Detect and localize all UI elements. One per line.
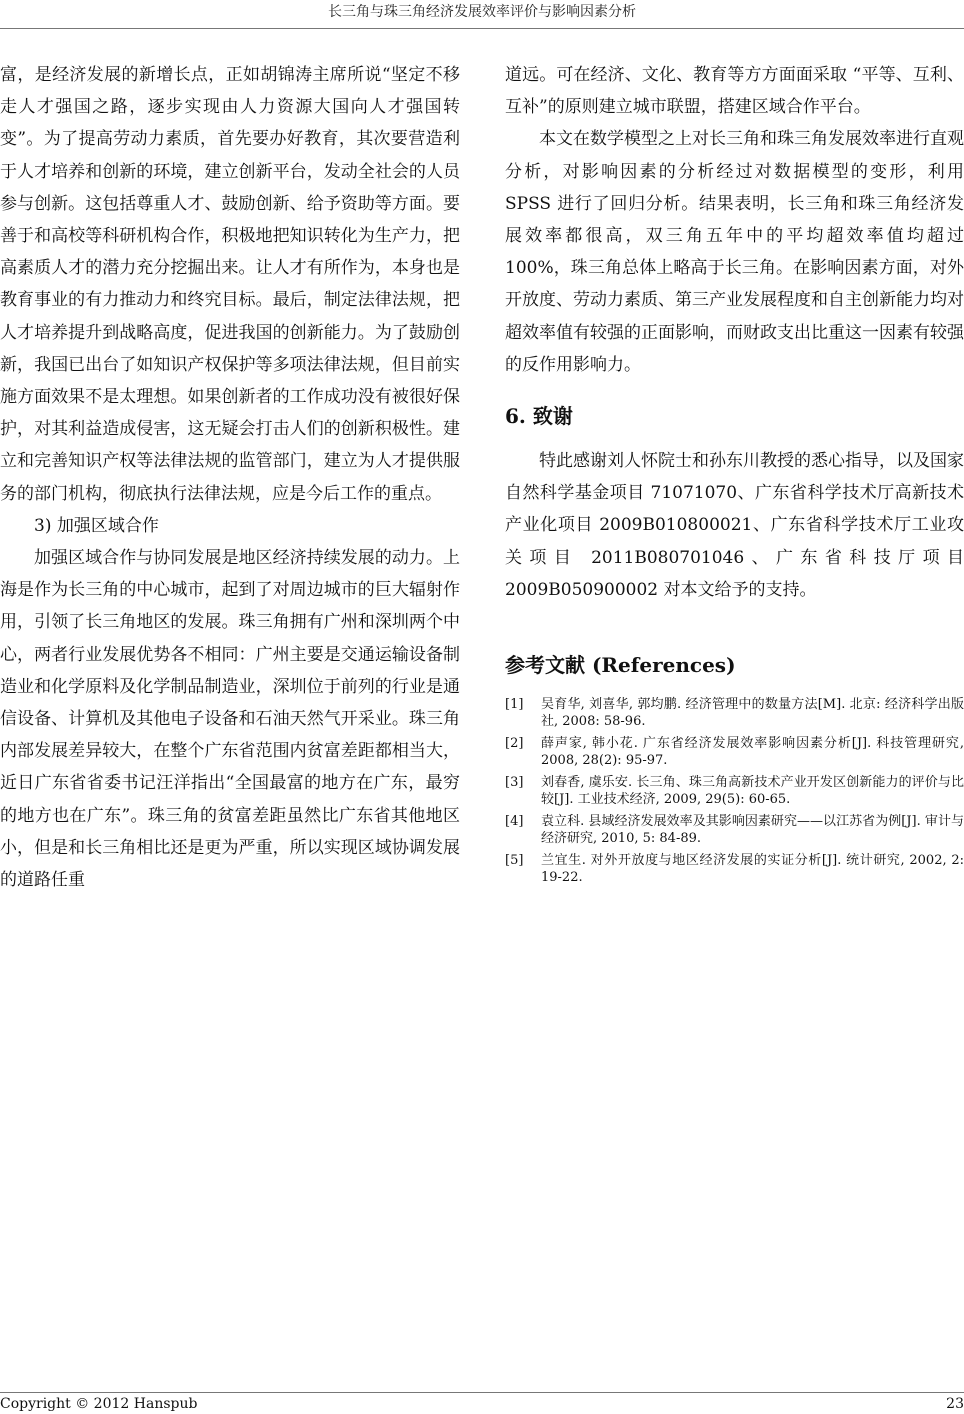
reference-item bbox=[505, 735, 964, 769]
reference-number: [2] bbox=[505, 736, 524, 752]
acknowledgement-paragraph: 特此感谢刘人怀院士和孙东川教授的悉心指导，以及国家自然科学基金项目 71071070、广东省科学技术厅高新技术产业化项目 2009B010800021、广东省科学技术厅工业攻关项目 2011B080701046、广东省科技厅项目 2009B050900002 对本文给予的支持。 bbox=[505, 451, 964, 600]
body-paragraph: 富，是经济发展的新增长点，正如胡锦涛主席所说“坚定不移走人才强国之路，逐步实现由人力资源大国向人才强国转变”。为了提高劳动力素质，首先要办好教育，其次要营造利于人才培养和创新的环境，建立创新平台，发动全社会的人员参与创新。这包括尊重人才、鼓励创新、给予资助等方面。要善于和高校等科研机构合作，积极地把知识转化为生产力，把高素质人才的潜力充分挖掘出来。让人才有所作为，本身也是教育事业的有力推动力和终究目标。最后，制定法律法规，把人才培养提升到战略高度，促进我国的创新能力。为了鼓励创新，我国已出台了如知识产权保护等多项法律法规，但目前实施方面效果不是太理想。如果创新者的工作成功没有被很好保护，对其利益造成侵害，这无疑会打击人们的创新积极性。建立和完善知识产权等法律法规的监管部门，建立为人才提供服务的部门机构，彻底执行法律法规，应是今后工作的重点。 bbox=[0, 65, 460, 504]
reference-number: [1] bbox=[505, 697, 524, 713]
reference-text: 薛声家, 韩小花. 广东省经济发展效率影响因素分析[J]. 科技管理研究, 2008, 28(2): 95-97. bbox=[541, 736, 964, 769]
reference-number: [3] bbox=[505, 775, 524, 791]
reference-text: 袁立科. 县域经济发展效率及其影响因素研究——以江苏省为例[J]. 审计与经济研究, 2010, 5: 84-89. bbox=[541, 814, 964, 847]
reference-item bbox=[505, 696, 964, 730]
footer-rule bbox=[0, 1392, 964, 1393]
reference-item bbox=[505, 813, 964, 847]
acknowledgement-heading: 6. 致谢 bbox=[505, 404, 573, 429]
subsection-heading: 3) 加强区域合作 bbox=[34, 515, 159, 536]
reference-item bbox=[505, 852, 964, 886]
reference-text: 兰宜生. 对外开放度与地区经济发展的实证分析[J]. 统计研究, 2002, 2: 19-22. bbox=[541, 853, 964, 886]
reference-text: 刘春香, 虞乐安. 长三角、珠三角高新技术产业开发区创新能力的评价与比较[J]. 工业技术经济, 2009, 29(5): 60-65. bbox=[541, 775, 964, 808]
reference-number: [4] bbox=[505, 814, 524, 830]
reference-text: 吴育华, 刘喜华, 郭均鹏. 经济管理中的数量方法[M]. 北京: 经济科学出版社, 2008: 58-96. bbox=[541, 697, 964, 730]
header-rule bbox=[0, 28, 964, 29]
references-heading: 参考文献 (References) bbox=[505, 653, 736, 678]
reference-number: [5] bbox=[505, 853, 524, 869]
copyright-notice: Copyright © 2012 Hanspub bbox=[0, 1396, 198, 1412]
conclusion-paragraph: 本文在数学模型之上对长三角和珠三角发展效率进行直观分析，对影响因素的分析经过对数据模型的变形，利用 SPSS 进行了回归分析。结果表明，长三角和珠三角经济发展效率都很高，双三角五年中的平均超效率值均超过 100%，珠三角总体上略高于长三角。在影响因素方面，对外开放度、劳动力素质、第三产业发展程度和自主创新能力均对超效率值有较强的正面影响，而财政支出比重这一因素有较强的反作用影响力。 bbox=[505, 129, 964, 375]
left-column bbox=[0, 59, 460, 896]
reference-list bbox=[505, 696, 964, 886]
right-column bbox=[505, 59, 964, 891]
body-paragraph: 道远。可在经济、文化、教育等方方面面采取 “平等、互利、互补”的原则建立城市联盟，搭建区域合作平台。 bbox=[505, 65, 964, 118]
page-number: 23 bbox=[946, 1396, 964, 1412]
running-header: 长三角与珠三角经济发展效率评价与影响因素分析 bbox=[328, 4, 636, 20]
reference-item bbox=[505, 774, 964, 808]
body-paragraph: 加强区域合作与协同发展是地区经济持续发展的动力。上海是作为长三角的中心城市，起到了对周边城市的巨大辐射作用，引领了长三角地区的发展。珠三角拥有广州和深圳两个中心，两者行业发展优势各不相同：广州主要是交通运输设备制造业和化学原料及化学制品制造业，深圳位于前列的行业是通信设备、计算机及其他电子设备和石油天然气开采业。珠三角内部发展差异较大，在整个广东省范围内贫富差距都相当大，近日广东省省委书记汪洋指出“全国最富的地方在广东，最穷的地方也在广东”。珠三角的贫富差距虽然比广东省其他地区小，但是和长三角相比还是更为严重，所以实现区域协调发展的道路任重 bbox=[0, 548, 460, 891]
